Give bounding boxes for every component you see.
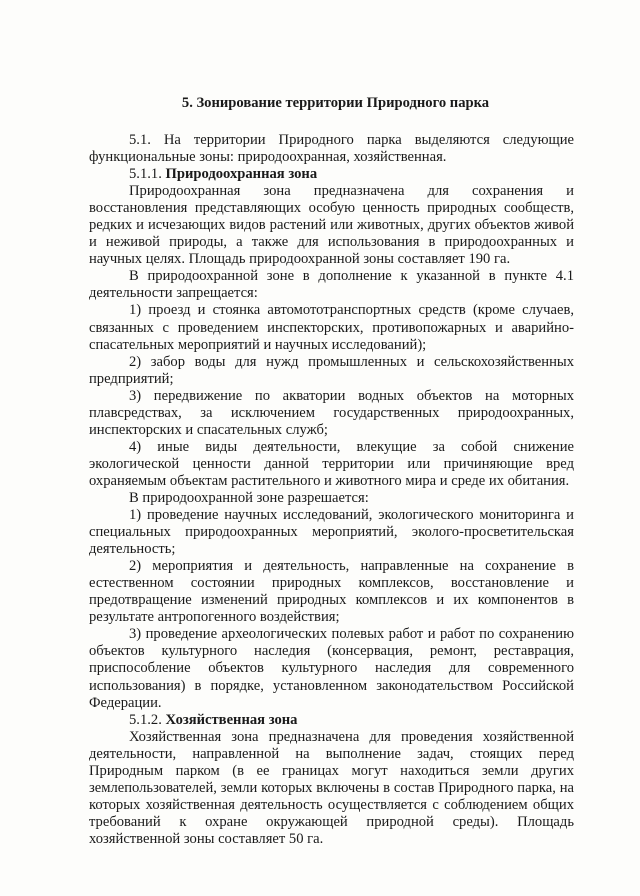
paragraph-prohibited-intro: В природоохранной зоне в дополнение к указанной в пункте 4.1 деятельности запрещается:: [89, 268, 574, 302]
subsection-heading-5-1-1: [89, 166, 574, 183]
subsection-number: 5.1.1.: [129, 166, 166, 183]
subsection-title: Хозяйственная зона: [165, 711, 298, 728]
list-item-allowed-3: 3) проведение археологических полевых работ и работ по сохранению объектов культурного наследия (консервация, ремонт, реставрация, приспособление объектов культурного наследия для современного использования) в порядке, установленном законодательством Российской Федерации.: [89, 626, 574, 711]
list-item-prohibited-4: 4) иные виды деятельности, влекущие за собой снижение экологической ценности данной территории или причиняющие вред охраняемым объектам растительного и животного мира и среде их обитания.: [89, 438, 574, 489]
paragraph-economic-zone-purpose: Хозяйственная зона предназначена для проведения хозяйственной деятельности, направленной на выполнение задач, стоящих перед Природным парком (в ее границах могут находиться земли других землепользователей, земли которых включены в состав Природного парка, на которых хозяйственная деятельность осуществляется с соблюдением общих требований к охране окружающей природной среды). Площадь хозяйственной зоны составляет 50 га.: [89, 728, 574, 847]
list-item-allowed-2: 2) мероприятия и деятельность, направленные на сохранение в естественном состоянии природных комплексов, восстановление и предотвращение изменений природных комплексов и их компонентов в результате антропогенного воздействия;: [89, 558, 574, 626]
paragraph-protected-zone-purpose: Природоохранная зона предназначена для сохранения и восстановления представляющих особую ценность природных сообществ, редких и исчезающих видов растений или животных, других объектов живой и неживой природы, а также для использования в природоохранных и научных целях. Площадь природоохранной зоны составляет 190 га.: [89, 183, 574, 268]
subsection-number: 5.1.2.: [129, 711, 166, 728]
subsection-title: Природоохранная зона: [165, 166, 318, 183]
paragraph-allowed-intro: В природоохранной зоне разрешается:: [129, 489, 369, 506]
paragraph-5-1: 5.1. На территории Природного парка выделяются следующие функциональные зоны: природоохранная, хозяйственная.: [89, 132, 574, 166]
list-item-allowed-1: 1) проведение научных исследований, экологического мониторинга и специальных природоохранных мероприятий, эколого-просветительская деятельность;: [89, 507, 574, 558]
list-item-prohibited-2: 2) забор воды для нужд промышленных и сельскохозяйственных предприятий;: [89, 353, 574, 387]
section-title: 5. Зонирование территории Природного парка: [181, 95, 490, 111]
list-item-prohibited-3: 3) передвижение по акватории водных объектов на моторных плавсредствах, за исключением государственных природоохранных, инспекторских и спасательных служб;: [89, 387, 574, 438]
subsection-heading-5-1-2: [89, 712, 574, 729]
list-item-prohibited-1: 1) проезд и стоянка автомототранспортных средств (кроме случаев, связанных с проведением инспекторских, противопожарных и аварийно-спасательных мероприятий и научных исследований);: [89, 302, 574, 353]
